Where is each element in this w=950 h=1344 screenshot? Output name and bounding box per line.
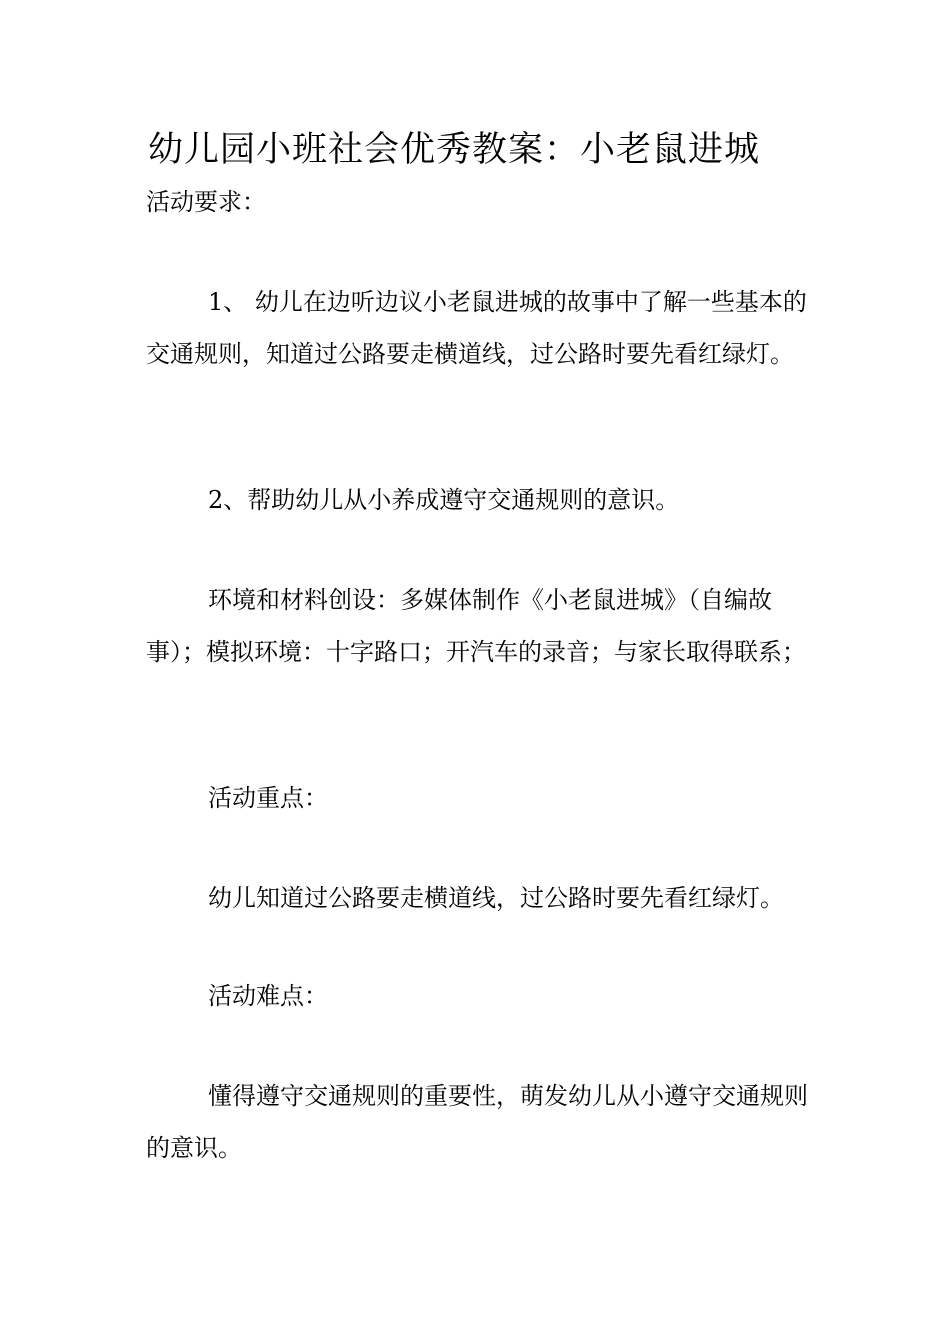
paragraph-key-points: 幼儿知道过公路要走横道线，过公路时要先看红绿灯。 <box>208 884 784 912</box>
paragraph-requirement-2: 2、帮助幼儿从小养成遵守交通规则的意识。 <box>208 486 680 514</box>
section-heading-difficulties: 活动难点： <box>208 982 328 1010</box>
section-heading-key-points: 活动重点： <box>208 784 328 812</box>
section-heading-activity-requirements: 活动要求： <box>146 188 266 216</box>
document-title: 幼儿园小班社会优秀教案：小老鼠进城 <box>148 130 761 170</box>
paragraph-difficulties: 懂得遵守交通规则的重要性，萌发幼儿从小遵守交通规则的意识。 <box>146 1082 808 1162</box>
paragraph-requirement-1: 1、 幼儿在边听边议小老鼠进城的故事中了解一些基本的交通规则，知道过公路要走横道线，过公路时要先看红绿灯。 <box>146 288 807 368</box>
paragraph-environment-materials: 环境和材料创设：多媒体制作《小老鼠进城》（自编故事）；模拟环境：十字路口；开汽车的录音；与家长取得联系； <box>146 586 806 666</box>
